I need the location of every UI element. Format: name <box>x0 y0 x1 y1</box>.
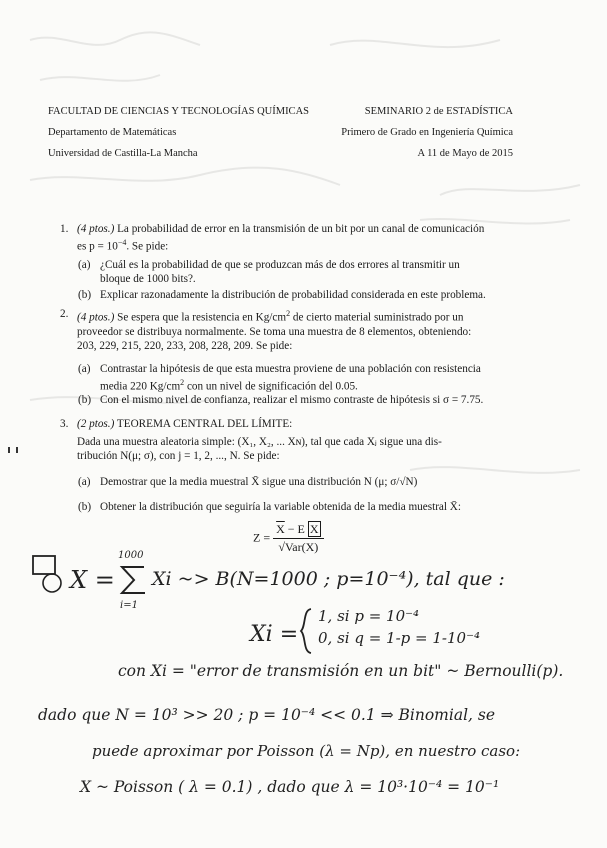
problem-text: 2 <box>286 309 291 318</box>
part-text: bloque de 1000 bits?. <box>100 273 196 285</box>
problem-number: 1. <box>60 223 69 235</box>
result-line: X ~ Poisson ( λ = 0.1) , dado que λ = 10³·10⁻⁴ = 10⁻¹ <box>80 778 500 796</box>
part-label: (a) <box>78 476 91 488</box>
part-text: Con el mismo nivel de confianza, realizar el mismo contraste de hipótesis si σ = 7.75. <box>100 394 484 406</box>
bernoulli-line: con Xi = "error de transmisión en un bit" ~ Bernoulli(p). <box>118 662 564 680</box>
problem-number: 3. <box>60 418 69 430</box>
problem-text: es p = 10 <box>77 240 118 253</box>
problem-text: Se espera que la resistencia en Kg/cm <box>117 311 287 324</box>
formula-lhs: Z = <box>253 530 271 545</box>
formula-mean: $\overline{X}$ <box>276 522 285 536</box>
sum-upper: 1000 <box>118 550 144 561</box>
solution-label <box>10 553 11 554</box>
part-text: Contrastar la hipótesis de que esta muestra proviene de una población con resistencia <box>100 363 481 375</box>
formula-fraction <box>273 522 323 555</box>
problem-1a <box>78 258 528 286</box>
problem-text: La probabilidad de error en la transmisión de un bit por un canal de comunicación <box>117 223 485 235</box>
part-text: Obtener la distribución que seguiría la variable obtenida de la media muestral X̄: <box>100 501 461 513</box>
problem-points: (4 ptos.) <box>77 223 115 235</box>
part-label: (b) <box>78 289 92 301</box>
approx-line: dado que N = 10³ >> 20 ; p = 10⁻⁴ << 0.1 ⇒ Binomial, se <box>38 706 496 724</box>
problem-2 <box>60 307 520 353</box>
problem-3b <box>78 500 528 514</box>
xi-def: Xi = <box>250 622 299 647</box>
solution-x-eq: X = <box>70 566 115 594</box>
part-text: con un nivel de significación del 0.05. <box>184 380 358 393</box>
z-formula <box>253 522 324 555</box>
faculty-name: FACULTAD DE CIENCIAS Y TECNOLOGÍAS QUÍMICAS <box>48 106 309 117</box>
seminar-title: SEMINARIO 2 de ESTADÍSTICA <box>364 106 513 117</box>
problem-text: de cierto material suministrado por un <box>290 311 464 324</box>
problem-2a <box>78 362 528 394</box>
brace-icon <box>296 606 314 656</box>
problem-text: Dada una muestra aleatoria simple: (X₁, X₂, ... Xɴ), tal que cada Xⱼ sigue una dis- <box>77 436 442 448</box>
problem-text: tribución N(μ; σ), con j = 1, 2, ..., N. Se pide: <box>77 450 280 462</box>
xi-case-1: 1, si p = 10⁻⁴ <box>318 607 420 625</box>
xi-case-0: 0, si q = 1-p = 1-10⁻⁴ <box>318 629 480 647</box>
problem-points: (2 ptos.) <box>77 418 115 430</box>
part-label: (a) <box>78 259 91 271</box>
part-label: (b) <box>78 394 92 406</box>
problem-1b <box>78 288 528 302</box>
sum-sigma-icon <box>118 563 148 597</box>
solution-label-box <box>30 553 70 598</box>
part-text: Explicar razonadamente la distribución de probabilidad considerada en este problema. <box>100 289 486 301</box>
problem-3 <box>60 417 520 463</box>
poisson-line: puede aproximar por Poisson (λ = Np), en nuestro caso: <box>92 742 521 760</box>
part-label: (b) <box>78 501 92 513</box>
problem-3a <box>78 475 528 489</box>
problem-text: 203, 229, 215, 220, 233, 208, 228, 209. Se pide: <box>77 339 293 352</box>
sum-lower: i=1 <box>120 600 138 611</box>
problem-title: TEOREMA CENTRAL DEL LÍMITE: <box>116 418 293 430</box>
margin-mark <box>16 447 18 453</box>
margin-mark <box>8 447 10 453</box>
problem-number: 2. <box>60 308 69 320</box>
problem-text: . Se pide: <box>126 240 169 253</box>
part-text: 2 <box>180 378 185 387</box>
problem-text: proveedor se distribuya normalmente. Se toma una muestra de 8 elementos, obteniendo: <box>77 325 472 338</box>
problem-1 <box>60 222 520 254</box>
exam-date: A 11 de Mayo de 2015 <box>417 148 513 159</box>
part-text: Demostrar que la media muestral X̄ sigue una distribución N (μ; σ/√N) <box>100 476 418 488</box>
formula-mean-boxed: $\overline{X}$ <box>309 522 319 536</box>
part-text: ¿Cuál es la probabilidad de que se produzcan más de dos errores al transmitir un <box>100 259 460 271</box>
formula-minus-e: − E <box>284 522 308 536</box>
part-label: (a) <box>78 363 91 375</box>
formula-denominator: √Var(X) <box>278 540 319 554</box>
course-name: Primero de Grado en Ingeniería Química <box>341 127 513 138</box>
problem-points: (4 ptos.) <box>77 311 115 324</box>
university-name: Universidad de Castilla-La Mancha <box>48 148 198 159</box>
problem-2b <box>78 393 528 407</box>
department-name: Departamento de Matemáticas <box>48 127 177 138</box>
solution-binomial: Xi ~> B(N=1000 ; p=10⁻⁴), tal que : <box>152 568 505 590</box>
problem-text: −4 <box>117 238 127 247</box>
part-text: media 220 Kg/cm <box>100 380 181 393</box>
